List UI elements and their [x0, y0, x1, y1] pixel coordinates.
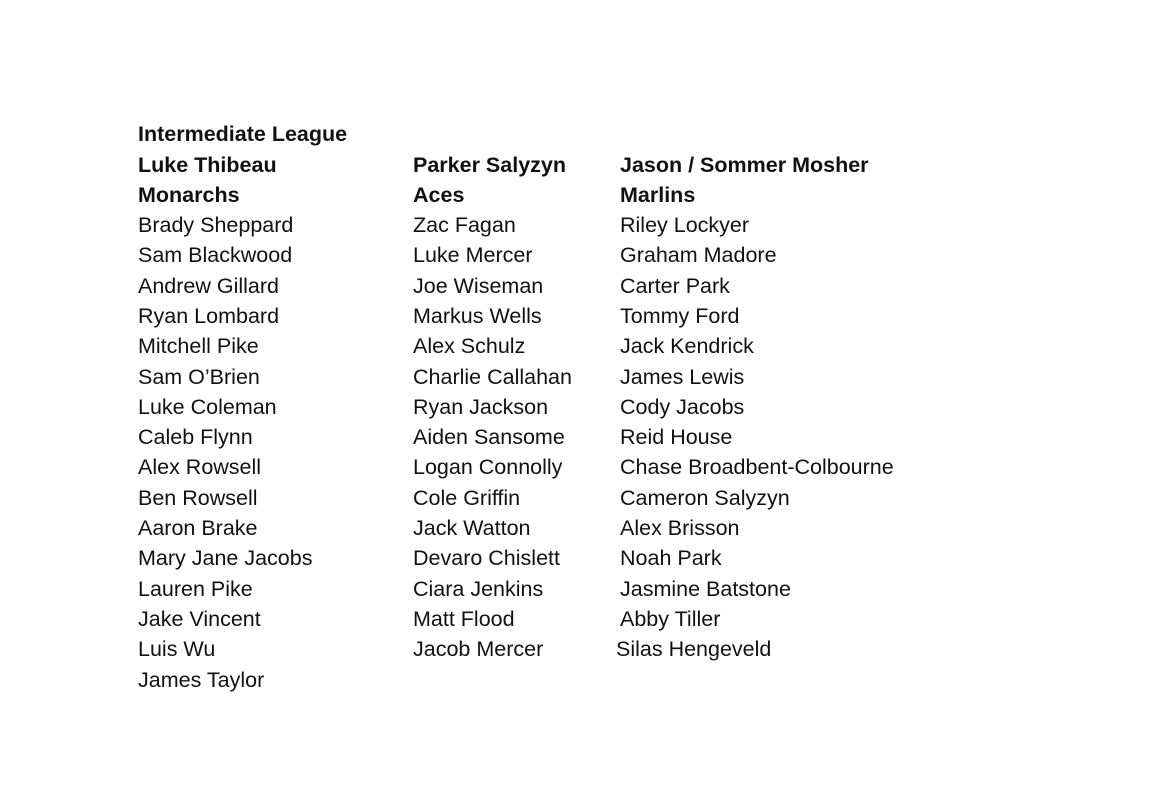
player-name: Jack Kendrick: [620, 334, 754, 359]
player-name: Reid House: [620, 425, 733, 450]
player-name: Caleb Flynn: [138, 425, 253, 450]
player-name: Luke Mercer: [413, 243, 533, 268]
player-name: Jake Vincent: [138, 606, 261, 631]
player-name: Alex Schulz: [413, 334, 526, 359]
player-name: Brady Sheppard: [138, 213, 294, 238]
league-title: Intermediate League: [138, 122, 348, 146]
player-name: Abby Tiller: [620, 606, 721, 631]
player-name: James Lewis: [620, 364, 745, 389]
player-name: Andrew Gillard: [138, 273, 279, 298]
player-name: Mary Jane Jacobs: [138, 546, 313, 571]
team-name: Marlins: [620, 182, 696, 207]
player-name: Mitchell Pike: [138, 334, 259, 359]
player-name: Silas Hengeveld: [616, 637, 772, 662]
player-name: Luis Wu: [138, 637, 216, 662]
player-name: Sam Blackwood: [138, 243, 293, 268]
team-name: Aces: [413, 182, 465, 207]
player-name: Luke Coleman: [138, 394, 277, 419]
player-name: Charlie Callahan: [413, 364, 572, 389]
player-name: Devaro Chislett: [413, 546, 560, 571]
player-name: Graham Madore: [620, 243, 777, 268]
player-name: Ciara Jenkins: [413, 576, 544, 601]
team-column-aces: [413, 150, 572, 665]
player-name: Ben Rowsell: [138, 485, 258, 510]
player-name: Jack Watton: [413, 516, 531, 541]
player-name: Joe Wiseman: [413, 273, 544, 298]
player-name: Zac Fagan: [413, 213, 516, 238]
player-name: Ryan Jackson: [413, 394, 549, 419]
player-name: Cameron Salyzyn: [620, 485, 790, 510]
coach-name: Jason / Sommer Mosher: [620, 152, 869, 177]
player-name: Jacob Mercer: [413, 637, 544, 662]
player-name: Chase Broadbent-Colbourne: [620, 455, 894, 480]
team-name: Monarchs: [138, 182, 240, 207]
coach-name: Luke Thibeau: [138, 152, 277, 177]
player-name: Markus Wells: [413, 303, 542, 328]
team-column-marlins: [616, 150, 894, 665]
player-name: Aaron Brake: [138, 516, 258, 541]
player-name: Riley Lockyer: [620, 213, 750, 238]
player-name: Noah Park: [620, 546, 722, 571]
team-column-monarchs: [138, 150, 312, 695]
player-name: Cole Griffin: [413, 485, 521, 510]
coach-name: Parker Salyzyn: [413, 152, 566, 177]
player-name: Lauren Pike: [138, 576, 253, 601]
player-name: Tommy Ford: [620, 303, 740, 328]
player-name: Ryan Lombard: [138, 303, 280, 328]
player-name: Aiden Sansome: [413, 425, 565, 450]
player-name: Carter Park: [620, 273, 730, 298]
player-name: Matt Flood: [413, 606, 515, 631]
player-name: Logan Connolly: [413, 455, 563, 480]
player-name: Alex Rowsell: [138, 455, 262, 480]
player-name: James Taylor: [138, 667, 265, 692]
player-name: Jasmine Batstone: [620, 576, 791, 601]
player-name: Alex Brisson: [620, 516, 740, 541]
player-name: Sam O’Brien: [138, 364, 260, 389]
player-name: Cody Jacobs: [620, 394, 745, 419]
